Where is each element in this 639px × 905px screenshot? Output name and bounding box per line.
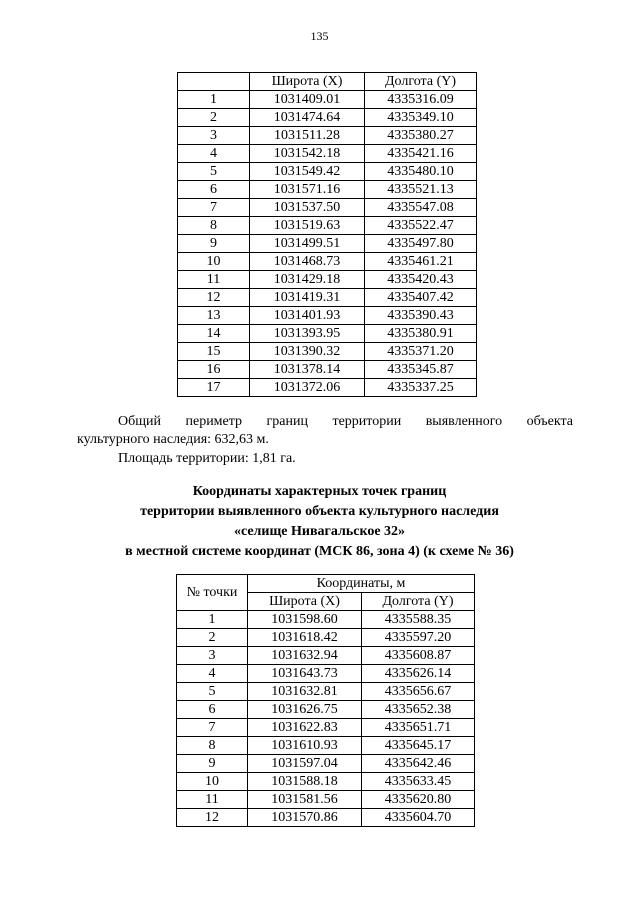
point-number-cell: 2 [177,629,248,647]
table-row [177,791,475,809]
table-row [177,611,475,629]
table-row [178,181,477,199]
table-row [178,379,477,397]
header-cell-latitude: Широта (X) [250,73,365,91]
point-number-cell: 5 [178,163,250,181]
table-row [177,809,475,827]
point-number-cell: 14 [178,325,250,343]
latitude-cell: 1031597.04 [248,755,362,773]
longitude-cell: 4335656.67 [362,683,475,701]
header-cell-coordinates: Координаты, м [248,575,475,593]
point-number-cell: 9 [177,755,248,773]
table-row [178,343,477,361]
point-number-cell: 8 [178,217,250,235]
table-row [178,91,477,109]
longitude-cell: 4335316.09 [365,91,477,109]
longitude-cell: 4335390.43 [365,307,477,325]
perimeter-text-line-2: культурного наследия: 632,63 м. [77,432,269,447]
latitude-cell: 1031511.28 [250,127,365,145]
latitude-cell: 1031429.18 [250,271,365,289]
section-heading-line-3: «селище Нивагальское 32» [233,524,406,539]
longitude-cell: 4335371.20 [365,343,477,361]
point-number-cell: 6 [177,701,248,719]
longitude-cell: 4335521.13 [365,181,477,199]
latitude-cell: 1031570.86 [248,809,362,827]
table-row [177,683,475,701]
table-row [177,665,475,683]
latitude-cell: 1031632.81 [248,683,362,701]
point-number-cell: 17 [178,379,250,397]
section-heading-line-2: территории выявленного объекта культурного наследия [140,504,499,519]
latitude-cell: 1031610.93 [248,737,362,755]
section-heading-line-4: в местной системе координат (МСК 86, зона 4) (к схеме № 36) [125,544,514,559]
longitude-cell: 4335652.38 [362,701,475,719]
longitude-cell: 4335380.91 [365,325,477,343]
longitude-cell: 4335633.45 [362,773,475,791]
header-cell-index [178,73,250,91]
longitude-cell: 4335620.80 [362,791,475,809]
point-number-cell: 4 [177,665,248,683]
longitude-cell: 4335407.42 [365,289,477,307]
table-row [178,199,477,217]
table-row [178,217,477,235]
latitude-cell: 1031622.83 [248,719,362,737]
table-row [178,253,477,271]
point-number-cell: 1 [177,611,248,629]
coordinates-table-2 [176,574,475,827]
latitude-cell: 1031537.50 [250,199,365,217]
longitude-cell: 4335345.87 [365,361,477,379]
table-body [178,91,477,397]
table-row [178,235,477,253]
perimeter-text-line-1: Общий периметр границ территории выявленного объекта [118,414,573,429]
header-cell-point-number: № точки [177,575,248,611]
point-number-cell: 12 [177,809,248,827]
longitude-cell: 4335597.20 [362,629,475,647]
table-row [178,109,477,127]
longitude-cell: 4335588.35 [362,611,475,629]
point-number-cell: 9 [178,235,250,253]
point-number-cell: 2 [178,109,250,127]
header-cell-longitude: Долгота (Y) [365,73,477,91]
latitude-cell: 1031499.51 [250,235,365,253]
longitude-cell: 4335421.16 [365,145,477,163]
latitude-cell: 1031372.06 [250,379,365,397]
table-row [177,755,475,773]
point-number-cell: 15 [178,343,250,361]
table-header-row [178,73,477,91]
table-row [177,647,475,665]
section-heading-line-1: Координаты характерных точек границ [192,484,447,499]
longitude-cell: 4335645.17 [362,737,475,755]
table-body [177,611,475,827]
latitude-cell: 1031401.93 [250,307,365,325]
table-row [177,719,475,737]
table-header-row [177,575,475,593]
latitude-cell: 1031378.14 [250,361,365,379]
longitude-cell: 4335651.71 [362,719,475,737]
longitude-cell: 4335380.27 [365,127,477,145]
table-row [178,289,477,307]
point-number-cell: 3 [178,127,250,145]
latitude-cell: 1031626.75 [248,701,362,719]
coordinates-table-1 [177,72,477,397]
longitude-cell: 4335497.80 [365,235,477,253]
longitude-cell: 4335337.25 [365,379,477,397]
latitude-cell: 1031581.56 [248,791,362,809]
point-number-cell: 7 [178,199,250,217]
table-row [178,307,477,325]
latitude-cell: 1031474.64 [250,109,365,127]
latitude-cell: 1031643.73 [248,665,362,683]
point-number-cell: 7 [177,719,248,737]
latitude-cell: 1031409.01 [250,91,365,109]
table-row [178,163,477,181]
longitude-cell: 4335480.10 [365,163,477,181]
latitude-cell: 1031598.60 [248,611,362,629]
table-row [178,127,477,145]
longitude-cell: 4335604.70 [362,809,475,827]
point-number-cell: 10 [178,253,250,271]
table-row [178,145,477,163]
point-number-cell: 12 [178,289,250,307]
longitude-cell: 4335547.08 [365,199,477,217]
table-row [177,701,475,719]
point-number-cell: 3 [177,647,248,665]
longitude-cell: 4335642.46 [362,755,475,773]
latitude-cell: 1031571.16 [250,181,365,199]
table-row [177,737,475,755]
longitude-cell: 4335626.14 [362,665,475,683]
latitude-cell: 1031588.18 [248,773,362,791]
point-number-cell: 11 [178,271,250,289]
latitude-cell: 1031419.31 [250,289,365,307]
longitude-cell: 4335461.21 [365,253,477,271]
point-number-cell: 5 [177,683,248,701]
table-row [178,325,477,343]
latitude-cell: 1031618.42 [248,629,362,647]
table-row [177,773,475,791]
longitude-cell: 4335420.43 [365,271,477,289]
longitude-cell: 4335608.87 [362,647,475,665]
area-text: Площадь территории: 1,81 га. [118,451,296,466]
latitude-cell: 1031468.73 [250,253,365,271]
header-cell-latitude: Широта (X) [248,593,362,611]
point-number-cell: 10 [177,773,248,791]
latitude-cell: 1031632.94 [248,647,362,665]
point-number-cell: 4 [178,145,250,163]
point-number-cell: 11 [177,791,248,809]
point-number-cell: 8 [177,737,248,755]
header-cell-longitude: Долгота (Y) [362,593,475,611]
latitude-cell: 1031390.32 [250,343,365,361]
latitude-cell: 1031542.18 [250,145,365,163]
point-number-cell: 16 [178,361,250,379]
point-number-cell: 1 [178,91,250,109]
longitude-cell: 4335349.10 [365,109,477,127]
longitude-cell: 4335522.47 [365,217,477,235]
latitude-cell: 1031549.42 [250,163,365,181]
latitude-cell: 1031393.95 [250,325,365,343]
point-number-cell: 6 [178,181,250,199]
latitude-cell: 1031519.63 [250,217,365,235]
point-number-cell: 13 [178,307,250,325]
page-number: 135 [310,29,329,43]
table-row [178,361,477,379]
table-row [178,271,477,289]
table-row [177,629,475,647]
